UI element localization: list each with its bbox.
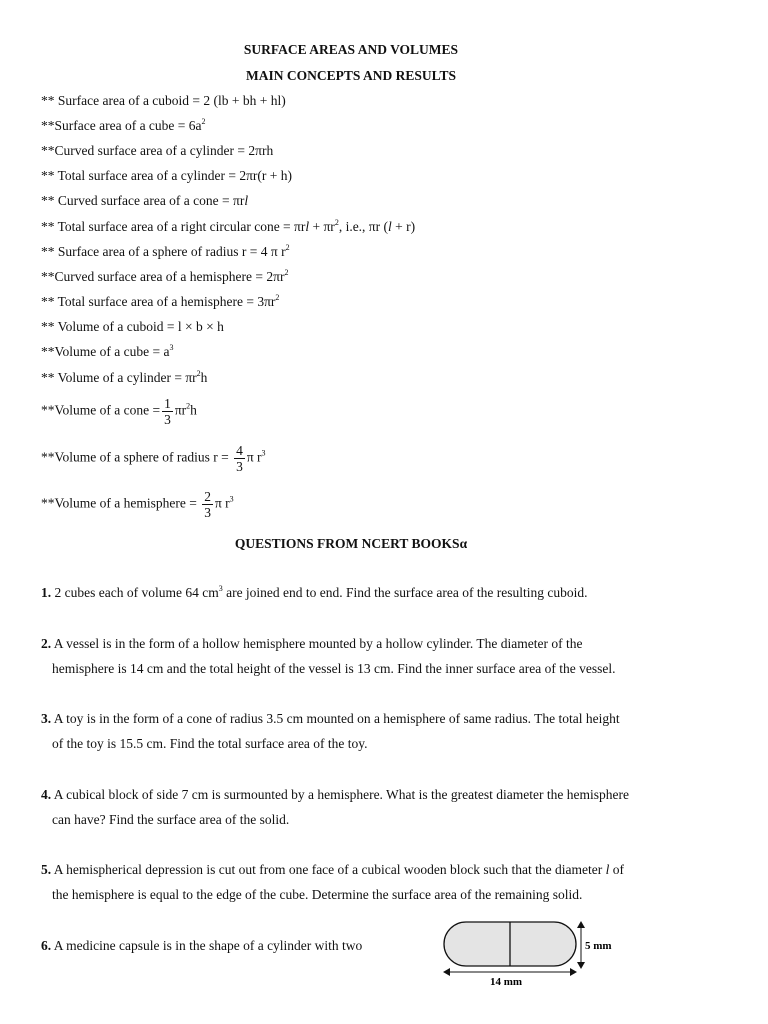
formula-fraction-line: **Volume of a hemisphere = $\frac{2}{3}$ π $r^3$ — [41, 489, 234, 520]
formula-line: ** Surface area of a cuboid = 2 (lb + bh + hl) — [41, 93, 286, 108]
length-arrow-right — [570, 968, 577, 976]
section-heading: QUESTIONS FROM NCERT BOOKSα — [234, 536, 468, 551]
formula-line: **Surface area of a cube = $6a^2$ — [41, 117, 206, 133]
height-arrow-top — [577, 921, 585, 928]
fraction: $\frac{4}{3}$ — [236, 443, 243, 474]
fraction: $\frac{2}{3}$ — [204, 489, 211, 520]
question-item: 1. 2 cubes each of volume 64 $cm^3$ are joined end to end. Find the surface area of the resulting cuboid. — [41, 584, 588, 600]
formula-line: ** Total surface area of a cylinder = 2πr(r + h) — [41, 168, 292, 183]
formula-line: **Curved surface area of a hemisphere = $2\pi r^2$ — [41, 268, 289, 284]
subtitle: MAIN CONCEPTS AND RESULTS — [246, 68, 456, 83]
formula-fraction-line: **Volume of a cone = $\frac{1}{3}$ $\pi r^2h$ — [41, 396, 197, 427]
formula-line: ** Curved surface area of a cone = πrl — [41, 193, 249, 208]
formula-fraction-line: **Volume of a sphere of radius r = $\frac{4}{3}$ π $r^3$ — [41, 443, 266, 474]
length-label: 14 mm — [490, 976, 523, 988]
formula-line: ** Total surface area of a hemisphere = $3\pi r^2$ — [41, 293, 280, 309]
formula-line: ** Surface area of a sphere of radius r = 4 π $r^2$ — [41, 243, 290, 259]
formula-line: **Volume of a cube = $a^3$ — [41, 343, 174, 359]
fraction: $\frac{1}{3}$ — [164, 396, 171, 427]
question-item: 4. A cubical block of side 7 cm is surmounted by a hemisphere. What is the greatest diameter the hemisphere can have? Find the surface area of the solid. — [41, 787, 629, 827]
title: SURFACE AREAS AND VOLUMES — [243, 42, 459, 57]
question-item: 5. A hemispherical depression is cut out from one face of a cubical wooden block such that the diameter l of the hemisphere is equal to the edge of the cube. Determine the surface area of the remaining solid. — [41, 862, 624, 902]
height-label: 5 mm — [585, 940, 612, 952]
question-item: 3. A toy is in the form of a cone of radius 3.5 cm mounted on a hemisphere of same radius. The total height of the toy is 15.5 cm. Find the total surface area of the toy. — [41, 711, 620, 751]
question-item: 2. A vessel is in the form of a hollow hemisphere mounted by a hollow cylinder. The diameter of the hemisphere is 14 cm and the total height of the vessel is 13 cm. Find the inner surface area of the vessel. — [41, 636, 616, 676]
length-arrow-left — [443, 968, 450, 976]
formula-line: ** Total surface area of a right circular cone = $\pi rl + \pi r^2$, i.e., πr (l + r) — [41, 218, 416, 234]
capsule-figure — [440, 918, 630, 992]
formula-line: ** Volume of a cuboid = l × b × h — [41, 319, 224, 334]
question-item: 6. A medicine capsule is in the shape of a cylinder with two — [41, 938, 363, 953]
formula-line: ** Volume of a cylinder = $\pi r^2h$ — [41, 369, 208, 385]
formula-line: **Curved surface area of a cylinder = 2πrh — [41, 143, 274, 158]
height-arrow-bottom — [577, 962, 585, 969]
